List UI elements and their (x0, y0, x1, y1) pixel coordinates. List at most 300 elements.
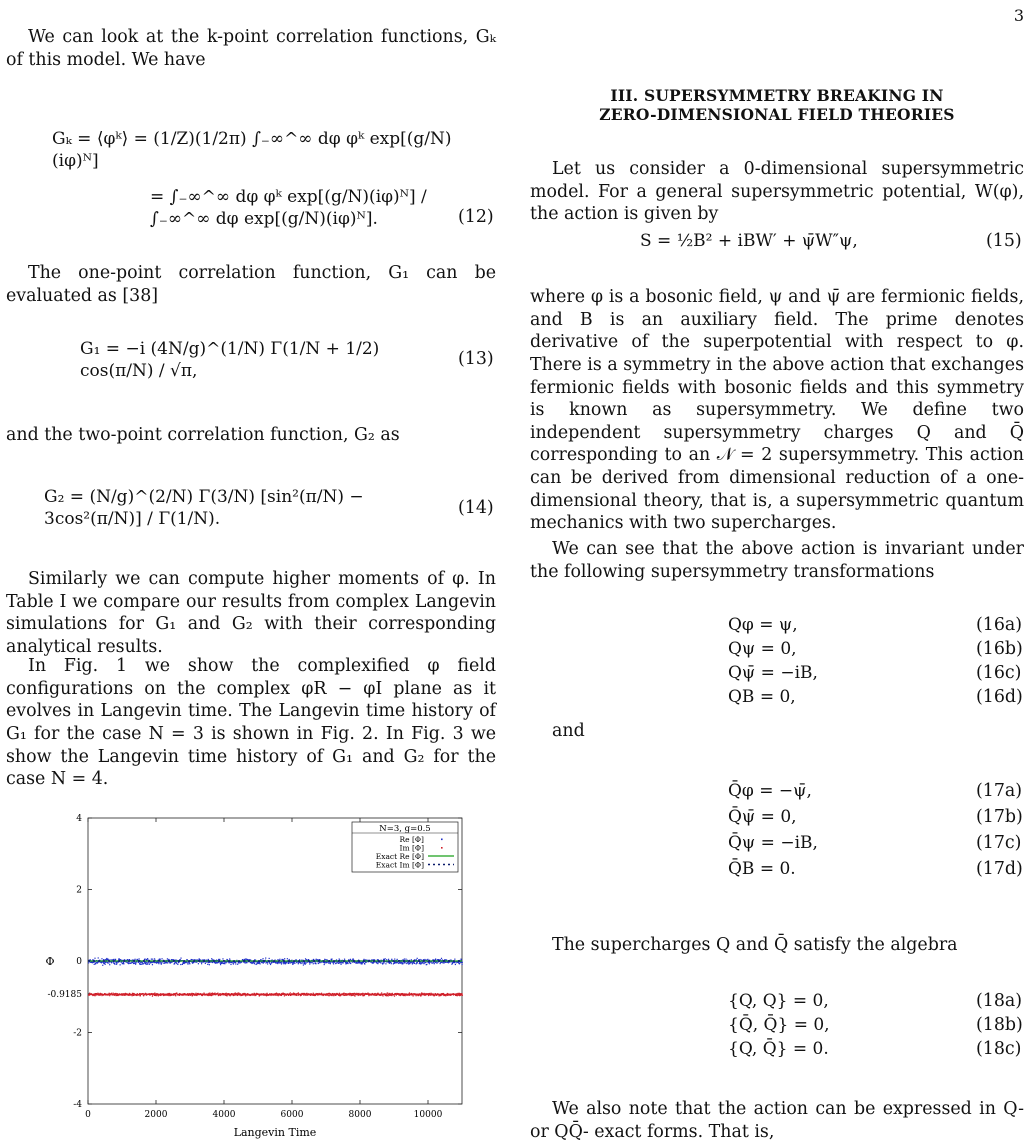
y-axis-label: Φ (45, 955, 55, 968)
data-point (448, 962, 449, 963)
data-point (209, 964, 210, 965)
left-p3-text: and the two-point correlation function, G₂ as (6, 425, 400, 445)
data-point (385, 963, 386, 964)
data-point (432, 962, 433, 963)
y-tick-label: 4 (76, 814, 82, 824)
data-point (254, 963, 255, 964)
legend-entry-label: Im [Φ] (399, 843, 424, 853)
data-point (163, 963, 164, 964)
data-point (187, 959, 188, 960)
data-point (411, 959, 412, 960)
data-point (161, 958, 162, 959)
data-point (352, 958, 353, 959)
data-point (363, 959, 364, 960)
data-point (362, 963, 363, 964)
data-point (339, 958, 340, 959)
data-point (163, 995, 164, 996)
data-point (409, 992, 410, 993)
data-point (224, 963, 225, 964)
left-paragraph-5 (6, 655, 496, 791)
data-point (305, 958, 306, 959)
left-p5-text: In Fig. 1 we show the complexified φ field configurations on the complex φR − φI plane as it evolves in Langevin time. The Langevin time history of G₁ for the case N = 3 is shown in Fig. 2. In Fig. 3 we show the Langevin time history of G₁ and G₂ for the case N = 4. (6, 656, 496, 790)
data-point (201, 963, 202, 964)
data-point (176, 963, 177, 964)
data-point (290, 992, 291, 993)
data-point (391, 993, 392, 994)
data-point (325, 959, 326, 960)
data-point (245, 962, 246, 963)
data-point (246, 962, 247, 963)
right-p3-text: We can see that the above action is invariant under the following supersymmetry transformations (530, 539, 1024, 582)
left-paragraph-1 (6, 26, 496, 71)
data-point (176, 962, 177, 963)
data-point (109, 964, 110, 965)
data-point (265, 957, 266, 958)
data-point (287, 958, 288, 959)
data-point (198, 963, 199, 964)
data-point (303, 993, 304, 994)
legend-swatch (441, 839, 443, 841)
data-point (141, 964, 142, 965)
right-paragraph-3 (530, 538, 1024, 583)
data-point (390, 962, 391, 963)
data-point (270, 964, 271, 965)
data-point (354, 996, 355, 997)
data-point (220, 995, 221, 996)
data-point (332, 993, 333, 994)
eq17-number-1: (17b) (976, 807, 1023, 827)
data-point (205, 963, 206, 964)
data-point (310, 962, 311, 963)
data-point (110, 959, 111, 960)
eq18-number-2: (18c) (976, 1039, 1022, 1059)
data-point (226, 995, 227, 996)
data-point (324, 964, 325, 965)
data-point (461, 964, 462, 965)
data-point (133, 995, 134, 996)
data-point (145, 963, 146, 964)
data-point (388, 959, 389, 960)
data-point (147, 958, 148, 959)
data-point (239, 962, 240, 963)
data-point (217, 993, 218, 994)
data-point (180, 958, 181, 959)
data-point (279, 962, 280, 963)
right-p2-text: where φ is a bosonic field, ψ and ψ̄ are fermionic fields, and B is an auxiliary field. The prime denotes derivative of the superpotential with respect to φ. There is a symmetry in the above action that exchanges fermionic fields with bosonic fields and this symmetry is known as supersymmetry. We define two independent supersymmetry charges Q and Q̄ corresponding to an 𝒩 = 2 supersymmetry. This action can be derived from dimensional reduction of a one-dimensional theory, that is, a supersymmetric quantum mechanics with two supercharges. (530, 287, 1024, 534)
data-point (333, 963, 334, 964)
heading-line-1: III. SUPERSYMMETRY BREAKING IN (610, 86, 944, 105)
data-point (445, 962, 446, 963)
data-point (380, 995, 381, 996)
data-point (226, 962, 227, 963)
data-point (191, 959, 192, 960)
data-point (94, 958, 95, 959)
data-point (172, 959, 173, 960)
eq16-row-3: QB = 0, (728, 687, 796, 707)
data-point (128, 963, 129, 964)
eq17-row-2: Q̄ψ = −iB, (728, 833, 818, 853)
data-point (381, 992, 382, 993)
data-point (212, 995, 213, 996)
data-point (416, 959, 417, 960)
data-point (279, 959, 280, 960)
data-point (394, 996, 395, 997)
data-point (113, 959, 114, 960)
data-point (187, 962, 188, 963)
data-point (288, 962, 289, 963)
eq17-number-3: (17d) (976, 859, 1023, 879)
data-point (336, 959, 337, 960)
data-point (277, 959, 278, 960)
data-point (134, 959, 135, 960)
data-point (222, 958, 223, 959)
data-point (344, 993, 345, 994)
data-point (437, 962, 438, 963)
data-point (318, 963, 319, 964)
data-point (139, 993, 140, 994)
data-point (219, 959, 220, 960)
data-point (309, 963, 310, 964)
data-point (344, 959, 345, 960)
data-point (352, 962, 353, 963)
eq16-number-3: (16d) (976, 687, 1023, 707)
data-point (203, 959, 204, 960)
data-point (149, 964, 150, 965)
right-paragraph-2 (530, 286, 1024, 535)
data-point (394, 963, 395, 964)
data-point (123, 962, 124, 963)
eq16-row-1: Qψ = 0, (728, 639, 797, 659)
equation-15-number: (15) (986, 231, 1022, 251)
data-point (108, 959, 109, 960)
data-point (441, 962, 442, 963)
y-tick-label: 2 (76, 885, 82, 896)
data-point (305, 995, 306, 996)
data-point (377, 963, 378, 964)
data-point (233, 963, 234, 964)
data-point (175, 995, 176, 996)
data-point (98, 957, 99, 958)
data-point (377, 994, 378, 995)
x-tick-label: 8000 (348, 1110, 372, 1120)
data-point (294, 963, 295, 964)
data-point (245, 995, 246, 996)
data-point (366, 962, 367, 963)
data-point (142, 963, 143, 964)
eq17-row-1: Q̄ψ̄ = 0, (728, 807, 797, 827)
data-point (106, 962, 107, 963)
data-point (402, 963, 403, 964)
data-point (129, 959, 130, 960)
data-point (101, 962, 102, 963)
data-point (305, 964, 306, 965)
data-point (146, 962, 147, 963)
data-point (289, 959, 290, 960)
left-paragraph-2 (6, 262, 496, 307)
data-point (269, 958, 270, 959)
data-point (138, 958, 139, 959)
legend-entry-label: Exact Im [Φ] (375, 860, 424, 870)
data-point (113, 993, 114, 994)
data-point (293, 963, 294, 964)
data-point (303, 964, 304, 965)
langevin-time-history-chart (40, 808, 480, 1144)
left-paragraph-4 (6, 568, 496, 659)
data-point (261, 959, 262, 960)
data-point (277, 963, 278, 964)
data-point (167, 958, 168, 959)
data-point (285, 963, 286, 964)
eq16-number-1: (16b) (976, 639, 1023, 659)
data-point (92, 959, 93, 960)
y-tick-label: -0.9185 (47, 989, 82, 1000)
y-tick-label: -2 (73, 1028, 82, 1039)
data-point (290, 962, 291, 963)
data-point (364, 963, 365, 964)
and-text: and (552, 721, 585, 741)
eq12-line1-text: Gₖ = ⟨φᵏ⟩ = (1/Z)(1/2π) ∫₋∞^∞ dφ φᵏ exp[(g/N)(iφ)ᴺ] (52, 129, 452, 172)
data-point (230, 964, 231, 965)
data-point (142, 962, 143, 963)
data-point (426, 964, 427, 965)
eq18-number-0: (18a) (976, 991, 1023, 1011)
data-point (340, 964, 341, 965)
equation-14 (44, 486, 454, 530)
data-point (412, 963, 413, 964)
data-point (385, 958, 386, 959)
eq14-text: G₂ = (N/g)^(2/N) Γ(3/N) [sin²(π/N) − 3cos²(π/N)] / Γ(1/N). (44, 487, 364, 530)
data-point (392, 993, 393, 994)
data-point (387, 995, 388, 996)
data-point (154, 958, 155, 959)
eq16-row-2: Qψ̄ = −iB, (728, 663, 818, 683)
data-point (400, 962, 401, 963)
data-point (127, 959, 128, 960)
data-point (313, 959, 314, 960)
data-point (209, 993, 210, 994)
data-point (330, 963, 331, 964)
data-point (455, 964, 456, 965)
data-point (338, 963, 339, 964)
data-point (226, 993, 227, 994)
data-point (211, 958, 212, 959)
data-point (315, 963, 316, 964)
data-point (383, 962, 384, 963)
data-point (462, 995, 463, 996)
data-point (180, 964, 181, 965)
data-point (160, 962, 161, 963)
data-point (281, 995, 282, 996)
data-point (177, 964, 178, 965)
data-point (238, 992, 239, 993)
data-point (176, 993, 177, 994)
data-point (358, 995, 359, 996)
data-point (123, 963, 124, 964)
data-point (95, 963, 96, 964)
data-point (284, 958, 285, 959)
x-tick-label: 10000 (413, 1110, 443, 1120)
legend-title: N=3, g=0.5 (379, 824, 431, 834)
data-point (404, 962, 405, 963)
data-point (97, 993, 98, 994)
data-point (229, 958, 230, 959)
left-p1-text: We can look at the k-point correlation functions, Gₖ of this model. We have (6, 27, 496, 70)
data-point (380, 962, 381, 963)
data-point (135, 964, 136, 965)
data-point (427, 959, 428, 960)
data-point (175, 959, 176, 960)
data-point (269, 963, 270, 964)
x-tick-label: 6000 (280, 1110, 304, 1120)
data-point (386, 959, 387, 960)
data-point (281, 963, 282, 964)
equation-12-number: (12) (458, 207, 494, 227)
data-point (311, 962, 312, 963)
data-point (276, 963, 277, 964)
eq17-row-3: Q̄B = 0. (728, 859, 796, 879)
data-point (161, 962, 162, 963)
data-point (147, 959, 148, 960)
data-point (171, 959, 172, 960)
right-paragraph-1 (530, 158, 1024, 226)
data-point (305, 962, 306, 963)
data-point (417, 958, 418, 959)
data-point (160, 959, 161, 960)
data-point (103, 959, 104, 960)
data-point (158, 963, 159, 964)
data-point (324, 959, 325, 960)
data-point (324, 962, 325, 963)
data-point (428, 962, 429, 963)
equation-13 (80, 338, 440, 382)
data-point (382, 995, 383, 996)
data-point (144, 958, 145, 959)
eq13-text: G₁ = −i (4N/g)^(1/N) Γ(1/N + 1/2) cos(π/N) / √π, (80, 339, 380, 382)
eq18-number-1: (18b) (976, 1015, 1023, 1035)
data-point (107, 962, 108, 963)
data-point (387, 993, 388, 994)
data-point (454, 959, 455, 960)
eq12-line2-text: = ∫₋∞^∞ dφ φᵏ exp[(g/N)(iφ)ᴺ] / ∫₋∞^∞ dφ exp[(g/N)(iφ)ᴺ]. (150, 187, 427, 230)
data-point (356, 963, 357, 964)
data-point (350, 959, 351, 960)
data-point (94, 964, 95, 965)
right-p5-text: We also note that the action can be expressed in Q- or QQ̄- exact forms. That is, (530, 1099, 1024, 1142)
data-point (88, 962, 89, 963)
data-point (89, 993, 90, 994)
data-point (235, 963, 236, 964)
right-p4-text: The supercharges Q and Q̄ satisfy the algebra (552, 935, 958, 955)
legend-entry-label: Re [Φ] (399, 835, 424, 844)
x-tick-label: 2000 (144, 1110, 168, 1120)
data-point (382, 963, 383, 964)
equation-12-line-2 (150, 186, 450, 230)
data-point (152, 959, 153, 960)
data-point (373, 962, 374, 963)
data-point (330, 961, 331, 962)
data-point (405, 959, 406, 960)
right-paragraph-4 (530, 934, 1024, 957)
data-point (441, 958, 442, 959)
data-point (413, 995, 414, 996)
data-point (386, 995, 387, 996)
data-point (300, 963, 301, 964)
data-point (167, 962, 168, 963)
data-point (258, 963, 259, 964)
data-point (319, 962, 320, 963)
legend-entry-label: Exact Re [Φ] (375, 852, 424, 861)
data-point (214, 992, 215, 993)
left-p2-text: The one-point correlation function, G₁ can be evaluated as [38] (6, 263, 496, 306)
data-point (394, 958, 395, 959)
data-point (115, 959, 116, 960)
data-point (429, 963, 430, 964)
data-point (116, 963, 117, 964)
data-point (391, 959, 392, 960)
data-point (375, 993, 376, 994)
equation-15 (640, 230, 858, 252)
data-point (267, 963, 268, 964)
data-point (286, 962, 287, 963)
eq15-text: S = ½B² + iBW′ + ψ̄W″ψ, (640, 231, 858, 251)
data-point (102, 965, 103, 966)
data-point (187, 963, 188, 964)
data-point (157, 962, 158, 963)
data-point (425, 962, 426, 963)
data-point (391, 963, 392, 964)
data-point (207, 964, 208, 965)
series-1 (88, 992, 463, 996)
data-point (339, 993, 340, 994)
eq16-number-0: (16a) (976, 615, 1023, 635)
data-point (440, 959, 441, 960)
data-point (237, 964, 238, 965)
data-point (397, 959, 398, 960)
data-point (262, 958, 263, 959)
data-point (192, 959, 193, 960)
data-point (151, 962, 152, 963)
data-point (108, 962, 109, 963)
data-point (298, 992, 299, 993)
page-number: 3 (1013, 6, 1024, 25)
right-paragraph-5 (530, 1098, 1024, 1143)
data-point (152, 964, 153, 965)
x-axis-label: Langevin Time (233, 1126, 317, 1139)
data-point (131, 962, 132, 963)
data-point (296, 995, 297, 996)
equation-14-number: (14) (458, 498, 494, 518)
data-point (158, 995, 159, 996)
data-point (350, 963, 351, 964)
equation-12-line-1 (52, 128, 452, 172)
data-point (145, 962, 146, 963)
eq16-number-2: (16c) (976, 663, 1022, 683)
data-point (132, 962, 133, 963)
left-paragraph-3 (6, 424, 496, 447)
eq18-row-1: {Q̄, Q̄} = 0, (728, 1015, 830, 1035)
data-point (316, 959, 317, 960)
data-point (460, 962, 461, 963)
data-point (154, 962, 155, 963)
right-p1-text: Let us consider a 0-dimensional supersymmetric model. For a general supersymmetric potential, W(φ), the action is given by (530, 159, 1024, 225)
data-point (135, 962, 136, 963)
data-point (151, 959, 152, 960)
equation-13-number: (13) (458, 349, 494, 369)
data-point (159, 962, 160, 963)
data-point (140, 964, 141, 965)
x-tick-label: 4000 (212, 1110, 236, 1120)
section-heading (530, 86, 1024, 125)
